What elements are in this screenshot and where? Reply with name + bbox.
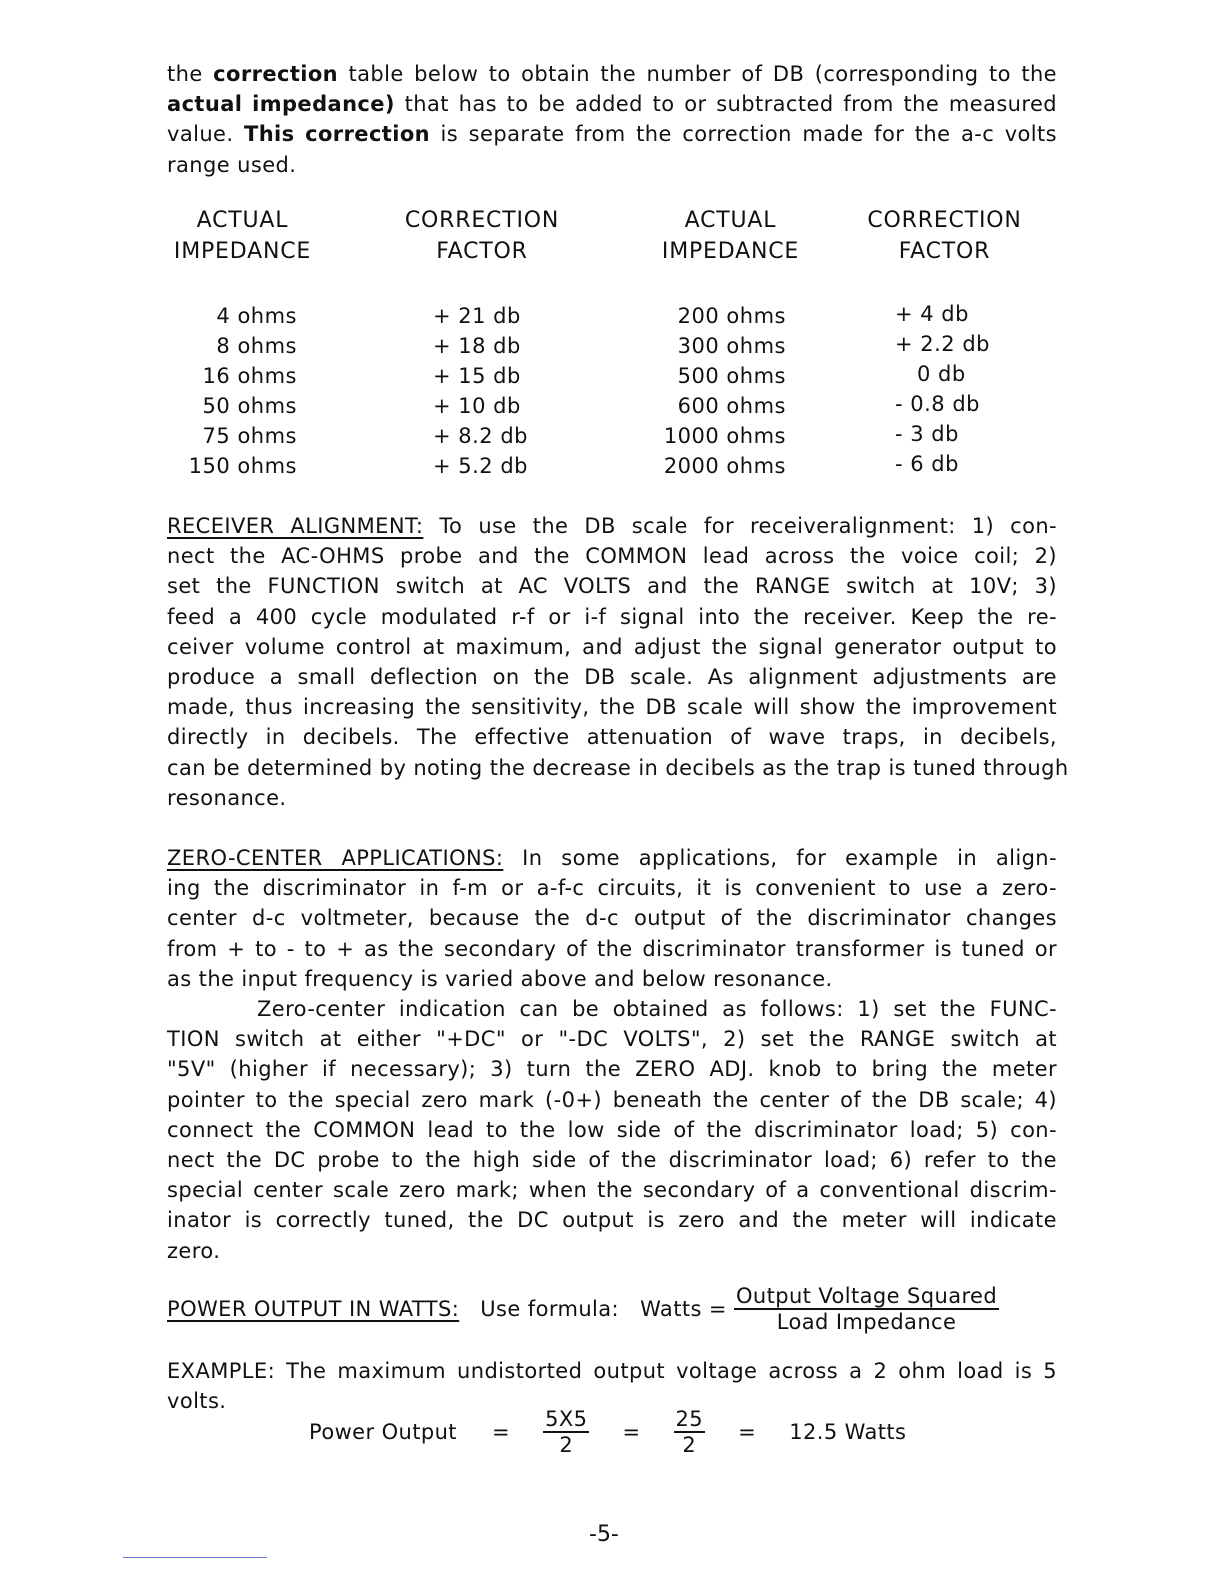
table-cell: 200 ohms	[677, 304, 786, 328]
use-formula-label: Use formula:	[480, 1297, 620, 1321]
paragraph-line: TION switch at either "+DC" or "-DC VOLTS", 2) set the RANGE switch at	[167, 1027, 1057, 1052]
example-fraction-2	[674, 1407, 706, 1457]
paragraph-line: volts.	[167, 1389, 227, 1414]
equals-sign: =	[492, 1420, 510, 1444]
watts-fraction	[734, 1284, 999, 1334]
equals-sign: =	[622, 1420, 641, 1444]
power-output-formula	[167, 1284, 999, 1334]
paragraph-line: resonance.	[167, 785, 287, 810]
table-cell: 500 ohms	[677, 364, 786, 389]
watts-label: Watts =	[640, 1297, 727, 1321]
table-cell: + 4 db	[895, 302, 969, 326]
intro-line: the correction table below to obtain the number of DB (corresponding to the	[167, 62, 1057, 86]
table-cell: 75 ohms	[202, 424, 297, 449]
impedance-column-2	[640, 301, 786, 482]
impedance-column-1	[170, 301, 297, 482]
paragraph-line: special center scale zero mark; when the secondary of a conventional discrim-	[167, 1178, 1057, 1203]
table-cell: - 0.8 db	[895, 392, 980, 417]
receiver-alignment-section	[167, 511, 1069, 813]
table-cell: 50 ohms	[202, 394, 297, 419]
paragraph-line: as the input frequency is varied above and below resonance.	[167, 966, 833, 991]
paragraph-line: can be determined by noting the decrease in decibels as the trap is tuned through	[167, 755, 1069, 780]
table-cell: 0 db	[917, 362, 966, 387]
page-number: -5-	[589, 1522, 619, 1547]
receiver-alignment-heading: RECEIVER ALIGNMENT:	[167, 514, 424, 538]
table-cell: + 18 db	[433, 334, 521, 359]
paragraph-line: made, thus increasing the sensitivity, the DB scale will show the improvement	[167, 695, 1057, 720]
paragraph-line: nect the AC-OHMS probe and the COMMON lead across the voice coil; 2)	[167, 544, 1057, 569]
paragraph-line: from + to - to + as the secondary of the discriminator transformer is tuned or	[167, 936, 1057, 961]
fraction-numerator: Output Voltage Squared	[735, 1284, 998, 1308]
table-cell: + 2.2 db	[895, 332, 991, 357]
intro-paragraph	[167, 59, 1057, 180]
paragraph-line: "5V" (higher if necessary); 3) turn the ZERO ADJ. knob to bring the meter	[167, 1057, 1057, 1082]
paragraph-line: Zero-center indication can be obtained as follows: 1) set the FUNC-	[257, 997, 1057, 1022]
header-actual-impedance-2: ACTUAL IMPEDANCE	[661, 208, 800, 264]
intro-line: value. This correction is separate from the correction made for the a-c volts	[167, 122, 1057, 147]
footer-rule	[123, 1557, 267, 1558]
table-cell: - 6 db	[895, 452, 959, 477]
zero-center-first-line: ZERO-CENTER APPLICATIONS: In some applications, for example in align-	[167, 846, 1057, 870]
fraction-numerator: 5X5	[545, 1407, 588, 1431]
paragraph-line: inator is correctly tuned, the DC output is zero and the meter will indicate	[167, 1208, 1057, 1233]
table-cell: 1000 ohms	[663, 424, 786, 449]
paragraph-line: ceiver volume control at maximum, and adjust the signal generator output to	[167, 634, 1057, 659]
paragraph-line: feed a 400 cycle modulated r-f or i-f signal into the receiver. Keep the re-	[167, 604, 1057, 629]
power-output-example	[309, 1407, 906, 1457]
table-cell: 300 ohms	[677, 334, 786, 359]
zero-center-heading: ZERO-CENTER APPLICATIONS:	[167, 846, 504, 870]
fraction-numerator: 25	[675, 1407, 704, 1431]
table-cell: 4 ohms	[216, 304, 297, 328]
table-cell: 150 ohms	[188, 454, 297, 479]
paragraph-line: connect the COMMON lead to the low side of the discriminator load; 5) con-	[167, 1117, 1057, 1142]
table-cell: + 5.2 db	[433, 454, 529, 479]
table-cell: 2000 ohms	[663, 454, 786, 479]
example-fraction-1	[543, 1407, 589, 1457]
fraction-denominator: Load Impedance	[776, 1310, 957, 1334]
table-cell: + 10 db	[433, 394, 521, 419]
table-cell: 600 ohms	[677, 394, 786, 419]
example-first-line: EXAMPLE: The maximum undistorted output voltage across a 2 ohm load is 5	[167, 1359, 1058, 1383]
power-output-label: Power Output	[309, 1420, 457, 1444]
paragraph-line: nect the DC probe to the high side of the discriminator load; 6) refer to the	[167, 1148, 1057, 1173]
intro-line: actual impedance) that has to be added to or subtracted from the measured	[167, 92, 1057, 117]
table-cell: - 3 db	[895, 422, 959, 447]
example-result: 12.5 Watts	[789, 1420, 907, 1444]
paragraph-line: produce a small deflection on the DB scale. As alignment adjustments are	[167, 665, 1057, 690]
header-correction-factor-1: CORRECTION FACTOR	[404, 208, 560, 264]
table-cell: + 8.2 db	[433, 424, 529, 449]
receiver-alignment-first-line: RECEIVER ALIGNMENT: To use the DB scale for receiveralignment: 1) con-	[167, 514, 1058, 538]
paragraph-line: zero.	[167, 1238, 221, 1263]
intro-line: range used.	[167, 152, 297, 177]
fraction-denominator: 2	[559, 1433, 574, 1457]
paragraph-line: directly in decibels. The effective attenuation of wave traps, in decibels,	[167, 725, 1057, 750]
factor-column-1	[433, 301, 573, 482]
paragraph-line: center d-c voltmeter, because the d-c output of the discriminator changes	[167, 906, 1057, 931]
header-actual-impedance-1: ACTUAL IMPEDANCE	[173, 208, 312, 264]
fraction-denominator: 2	[682, 1433, 697, 1457]
paragraph-line: ing the discriminator in f-m or a-f-c circuits, it is convenient to use a zero-	[167, 876, 1057, 901]
example-label: EXAMPLE:	[167, 1359, 276, 1383]
correction-table	[0, 205, 1224, 485]
table-cell: 8 ohms	[216, 334, 297, 359]
factor-column-2	[895, 299, 1035, 480]
table-cell: + 15 db	[433, 364, 521, 389]
table-cell: + 21 db	[433, 304, 521, 328]
header-correction-factor-2: CORRECTION FACTOR	[867, 208, 1022, 264]
table-cell: 16 ohms	[202, 364, 297, 389]
equals-sign: =	[738, 1420, 757, 1444]
paragraph-line: pointer to the special zero mark (-0+) beneath the center of the DB scale; 4)	[167, 1087, 1057, 1112]
power-output-heading: POWER OUTPUT IN WATTS:	[167, 1297, 460, 1321]
zero-center-section	[167, 843, 1057, 1266]
paragraph-line: set the FUNCTION switch at AC VOLTS and the RANGE switch at 10V; 3)	[167, 574, 1057, 599]
